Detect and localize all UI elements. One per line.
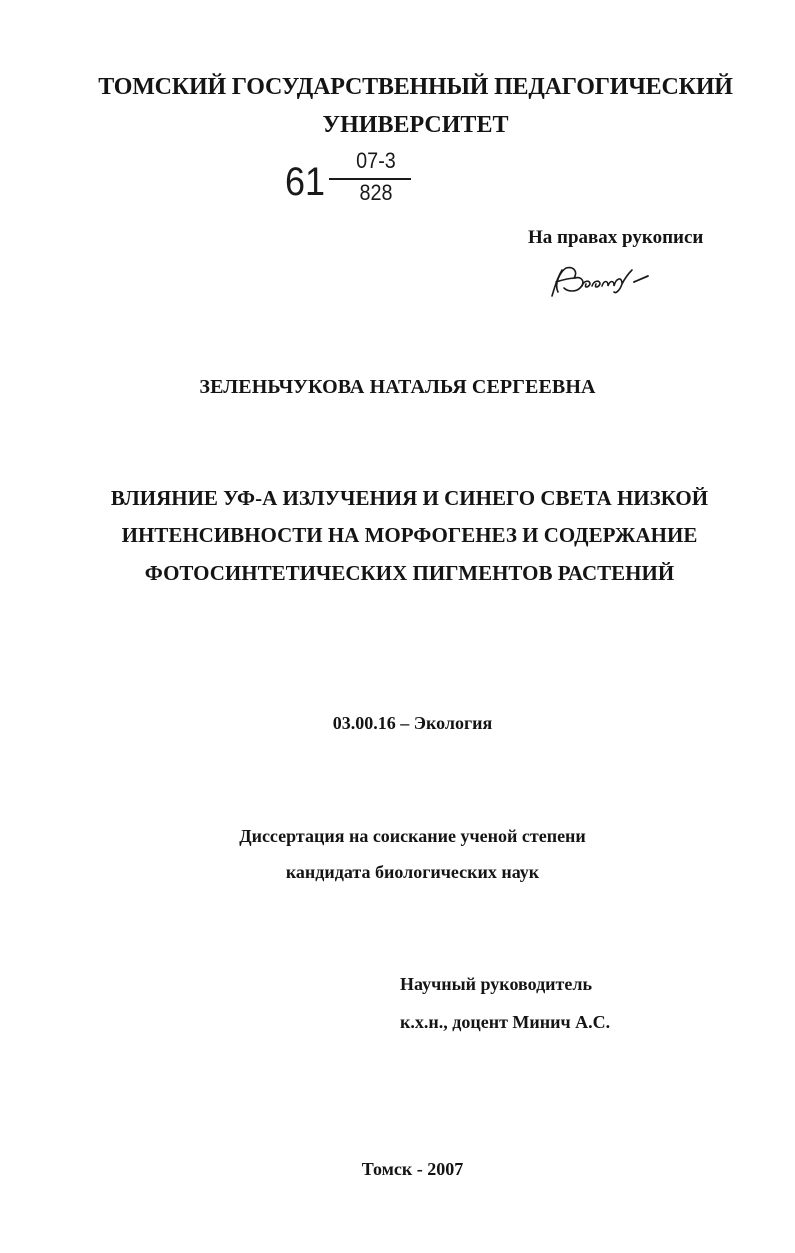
institution-line-1: ТОМСКИЙ ГОСУДАРСТВЕННЫЙ ПЕДАГОГИЧЕСКИЙ bbox=[98, 74, 733, 100]
supervisor-label: Научный руководитель bbox=[400, 974, 592, 994]
library-stamp bbox=[285, 150, 425, 220]
dissertation-title-line-2: ИНТЕНСИВНОСТИ НА МОРФОГЕНЕЗ И СОДЕРЖАНИЕ bbox=[121, 523, 698, 547]
degree-line-2: кандидата биологических наук bbox=[285, 862, 540, 882]
dissertation-title-line-3: ФОТОСИНТЕТИЧЕСКИХ ПИГМЕНТОВ РАСТЕНИЙ bbox=[144, 561, 675, 585]
signature-icon bbox=[548, 262, 658, 302]
city-year: Томск - 2007 bbox=[361, 1159, 464, 1179]
institution-line-2: УНИВЕРСИТЕТ bbox=[322, 112, 509, 138]
specialty-code: 03.00.16 – Экология bbox=[332, 713, 493, 733]
stamp-numerator: 07-3 bbox=[356, 148, 396, 173]
manuscript-rights-label: На правах рукописи bbox=[528, 227, 704, 248]
supervisor-name: к.х.н., доцент Минич А.С. bbox=[400, 1012, 611, 1032]
stamp-main-number: 61 bbox=[285, 160, 326, 204]
dissertation-title-line-1: ВЛИЯНИЕ УФ-А ИЗЛУЧЕНИЯ И СИНЕГО СВЕТА НИЗКОЙ bbox=[110, 486, 709, 510]
degree-line-1: Диссертация на соискание ученой степени bbox=[239, 826, 586, 846]
author-name: ЗЕЛЕНЬЧУКОВА НАТАЛЬЯ СЕРГЕЕВНА bbox=[199, 376, 596, 398]
stamp-denominator: 828 bbox=[359, 180, 393, 205]
